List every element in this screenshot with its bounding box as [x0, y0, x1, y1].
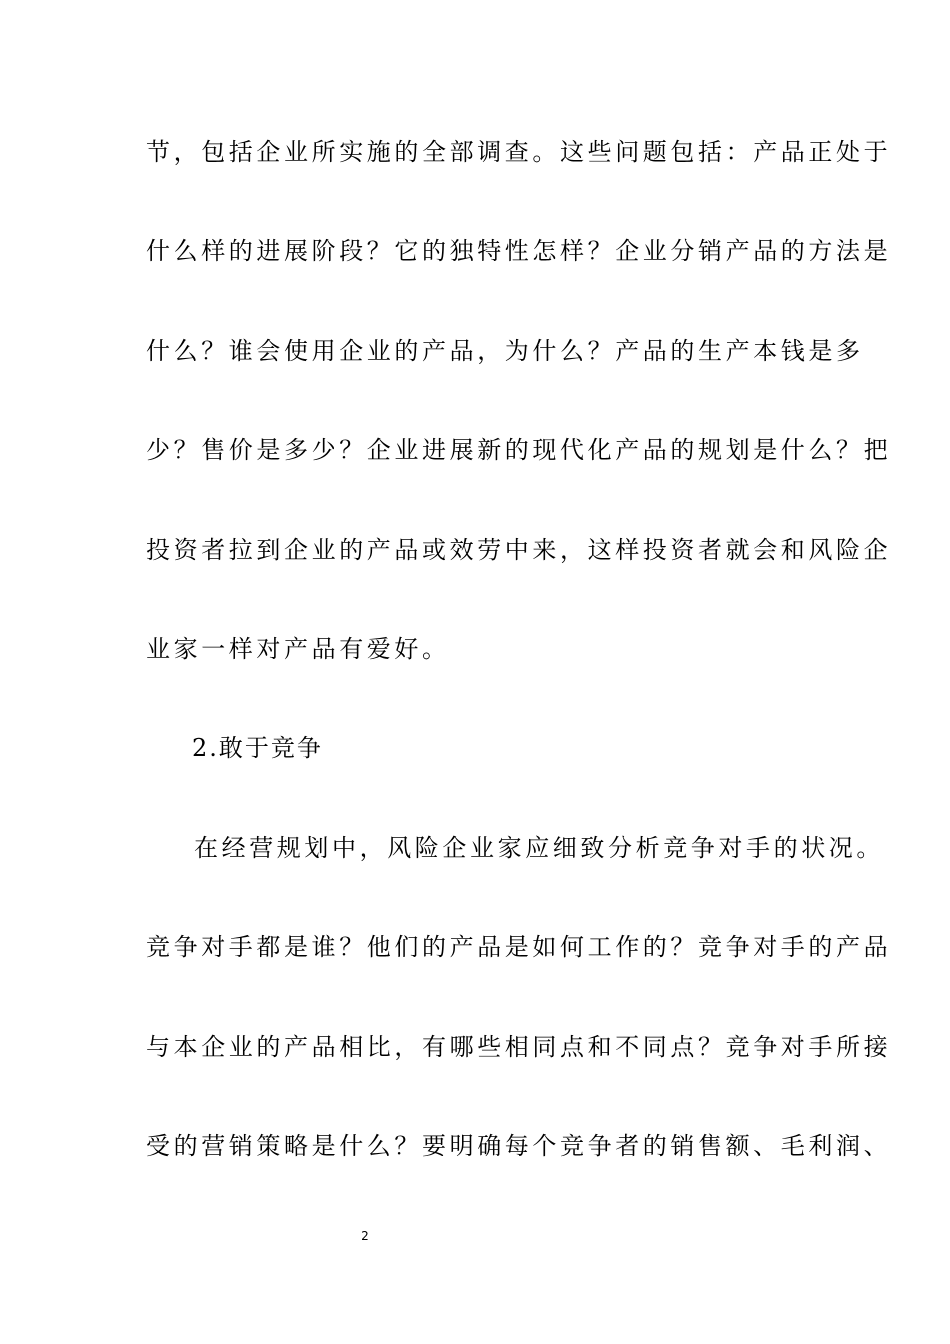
- paragraph1-line-2: 什么样的进展阶段？它的独特性怎样？企业分销产品的方法是: [146, 237, 892, 265]
- paragraph2-line-1: 在经营规划中，风险企业家应细致分析竞争对手的状况。: [194, 834, 884, 862]
- paragraph2-line-2: 竞争对手都是谁？他们的产品是如何工作的？竞争对手的产品: [146, 933, 892, 961]
- paragraph1-line-6: 业家一样对产品有爱好。: [146, 635, 450, 663]
- paragraph1-line-4: 少？售价是多少？企业进展新的现代化产品的规划是什么？把: [146, 436, 892, 464]
- paragraph1-line-5: 投资者拉到企业的产品或效劳中来，这样投资者就会和风险企: [146, 536, 892, 564]
- section-heading: 2.敢于竞争: [192, 734, 323, 762]
- paragraph1-line-3: 什么？谁会使用企业的产品，为什么？产品的生产本钱是多: [146, 337, 864, 365]
- paragraph1-line-1: 节，包括企业所实施的全部调查。这些问题包括：产品正处于: [146, 138, 892, 166]
- paragraph2-line-3: 与本企业的产品相比，有哪些相同点和不同点？竞争对手所接: [146, 1033, 892, 1061]
- paragraph2-line-4: 受的营销策略是什么？要明确每个竞争者的销售额、毛利润、: [146, 1132, 892, 1160]
- page-number: 2: [361, 1229, 369, 1243]
